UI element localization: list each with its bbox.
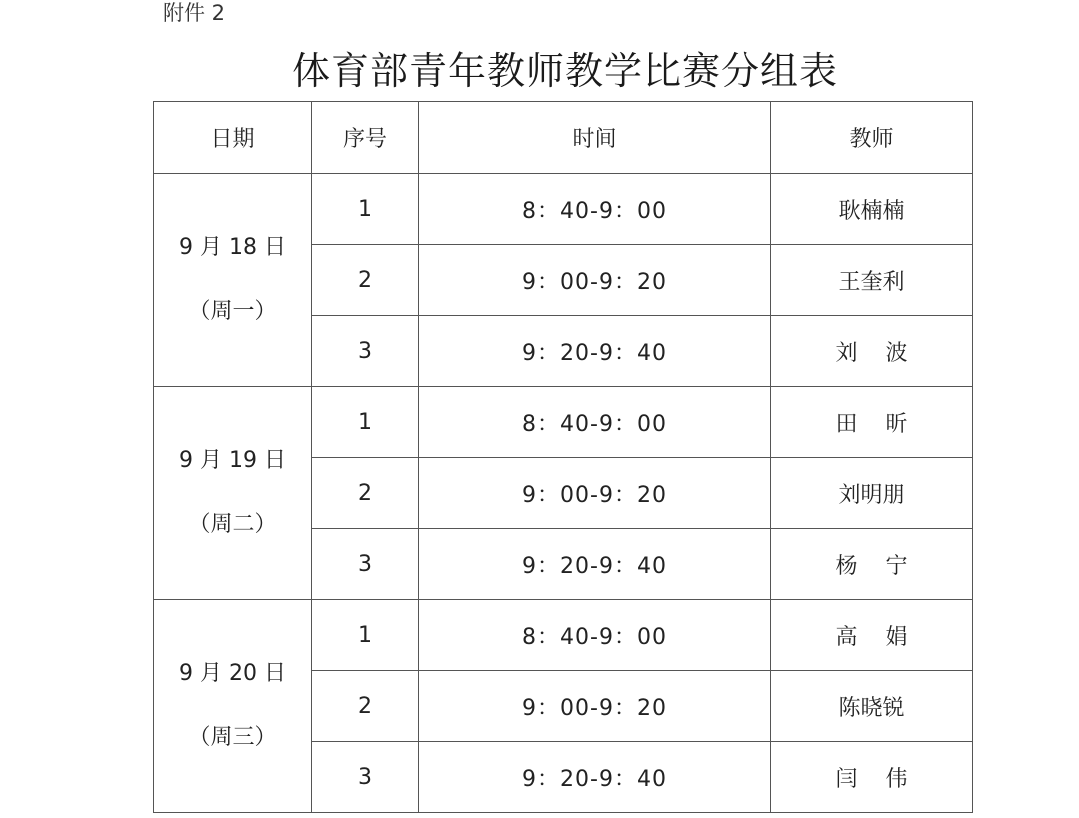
teacher-cell: 耿楠楠 bbox=[771, 174, 973, 245]
date-text: 9 月 19 日 bbox=[179, 448, 286, 473]
time-cell: 9：00-9：20 bbox=[419, 458, 771, 529]
teacher-cell: 闫 伟 bbox=[771, 742, 973, 813]
header-teacher: 教师 bbox=[771, 102, 973, 174]
seq-cell: 1 bbox=[312, 600, 419, 671]
date-text: 9 月 18 日 bbox=[179, 235, 286, 260]
schedule-table bbox=[153, 101, 973, 813]
document-title: 体育部青年教师教学比赛分组表 bbox=[291, 49, 838, 93]
time-cell: 9：00-9：20 bbox=[419, 245, 771, 316]
date-cell bbox=[154, 387, 312, 600]
seq-cell: 1 bbox=[312, 174, 419, 245]
teacher-cell: 杨 宁 bbox=[771, 529, 973, 600]
time-cell: 8：40-9：00 bbox=[419, 600, 771, 671]
time-cell: 9：00-9：20 bbox=[419, 671, 771, 742]
weekday-text: （周三） bbox=[188, 725, 277, 750]
teacher-cell: 刘 波 bbox=[771, 316, 973, 387]
seq-cell: 2 bbox=[312, 458, 419, 529]
time-cell: 9：20-9：40 bbox=[419, 742, 771, 813]
seq-cell: 3 bbox=[312, 316, 419, 387]
header-seq: 序号 bbox=[312, 102, 419, 174]
seq-cell: 2 bbox=[312, 245, 419, 316]
time-cell: 9：20-9：40 bbox=[419, 316, 771, 387]
date-cell bbox=[154, 600, 312, 813]
table-row bbox=[154, 387, 973, 458]
weekday-text: （周一） bbox=[188, 299, 277, 324]
table-row bbox=[154, 174, 973, 245]
header-date: 日期 bbox=[154, 102, 312, 174]
time-cell: 8：40-9：00 bbox=[419, 174, 771, 245]
teacher-cell: 刘明朋 bbox=[771, 458, 973, 529]
teacher-cell: 田 昕 bbox=[771, 387, 973, 458]
teacher-cell: 高 娟 bbox=[771, 600, 973, 671]
header-time: 时间 bbox=[419, 102, 771, 174]
date-text: 9 月 20 日 bbox=[179, 661, 286, 686]
time-cell: 9：20-9：40 bbox=[419, 529, 771, 600]
seq-cell: 3 bbox=[312, 742, 419, 813]
teacher-cell: 王奎利 bbox=[771, 245, 973, 316]
seq-cell: 3 bbox=[312, 529, 419, 600]
attachment-label: 附件 2 bbox=[163, 1, 226, 25]
teacher-cell: 陈晓锐 bbox=[771, 671, 973, 742]
table-row bbox=[154, 600, 973, 671]
table-header-row bbox=[154, 102, 973, 174]
seq-cell: 1 bbox=[312, 387, 419, 458]
seq-cell: 2 bbox=[312, 671, 419, 742]
date-cell bbox=[154, 174, 312, 387]
weekday-text: （周二） bbox=[188, 512, 277, 537]
time-cell: 8：40-9：00 bbox=[419, 387, 771, 458]
